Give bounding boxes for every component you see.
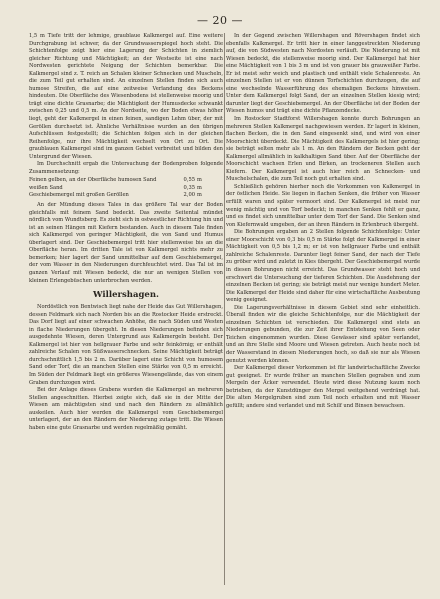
layer-value: 0,55	[183, 177, 195, 184]
paragraph: Die Bohrungen ergaben an 2 Stellen folgende Schichtenfolge: Unter einer Moorschicht von 0,3 bis 0,5 m Stärke folgt der Kalkmergel in einer Mächtigkeit von 0,5 bis 1,2 m; er ist von hellgrauer Farbe und enthält zahlreiche Schalenreste. Darunter liegt feiner Sand, der nach der Tiefe zu gröber wird und zuletzt in Kies übergeht. Der Geschiebemergel wurde in diesen Bohrungen nicht erreicht. Das Grundwasser steht hoch und erschwert die Untersuchung der tieferen Schichten. Die Ausdehnung der einzelnen Becken ist gering; sie beträgt meist nur wenige hundert Meter. Die Kalkmergel der Heide sind daher für eine wirtschaftliche Ausbeutung wenig geeignet.	[226, 229, 420, 304]
paragraph: 1,5 m Tiefe tritt der lehmige, graublaue Kalkmergel auf. Eine weitere Durchgrabung ist schwer, da der Grundwasserspiegel hoch steht. Die Schichtenfolge zeigt hier eine Lagerung der Schichten in ziemlich gleicher Richtung und Mächtigkeit; an der Westseite ist eine nach Nordwesten gerichtete Neigung der Schichten bemerkbar. Die Kalkmergel sind z. T. reich an Schalen kleiner Schnecken und Muscheln, die zum Teil gut erhalten sind. An einzelnen Stellen finden sich auch humose Streifen, die auf eine zeitweise Verlandung des Beckens hindeuten. Die Oberfläche des Wiesenbodens ist stellenweise moorig und trägt eine dichte Grasnarbe; die Mächtigkeit der Humusdecke schwankt zwischen 0,25 und 0,5 m. An der Nordseite, wo der Boden etwas höher liegt, geht der Kalkmergel in einen feinen, sandigen Lehm über, der mit Geröllen durchsetzt ist. Ähnliche Verhältnisse wurden an den übrigen Aufschlüssen festgestellt; die Schichten folgen sich in der gleichen Reihenfolge, nur ihre Mächtigkeit wechselt von Ort zu Ort. Die graublauen Kalkmergel sind im ganzen Gebiet verbreitet und bilden den Untergrund der Wiesen.	[29, 33, 223, 160]
paragraph: Im Durchschnitt ergab die Untersuchung der Bodenproben folgende Zusammensetzung:	[29, 161, 223, 175]
layer-label: Geschiebemergel mit großen Geröllen	[29, 192, 129, 199]
layer-label: Feinen gelben, an der Oberfläche humosen Sand	[29, 177, 157, 184]
paragraph: An der Mündung dieses Tales in das größere Tal war der Boden gleichfalls mit feinem Sand bedeckt. Das zweite Seitental mündet nördlich vom Wundtsberg. Es zieht sich in ostwestlicher Richtung hin und ist an seinen Hängen mit Kiefern bestanden. Auch in diesem Tale finden sich Kalkmergel von geringer Mächtigkeit, die von Sand und Humus überlagert sind. Der Geschiebemergel tritt hier stellenweise bis an die Oberfläche heran. Im dritten Tale ist von Kalkmergel nichts mehr zu bemerken; hier lagert der Sand unmittelbar auf dem Geschiebemergel, der vom Wasser in den Niederungen durchfeuchtet wird. Das Tal ist im ganzen Verlauf mit Wiesen bedeckt, die nur an wenigen Stellen von kleinen Erlengebüschen unterbrochen werden.	[29, 202, 223, 284]
paragraph: Im Rostocker Stadtforst Willershagen konnte durch Bohrungen an mehreren Stellen Kalkmergel nachgewiesen werden. Er lagert in kleinen, flachen Becken, die in den Sand eingesenkt sind, und wird von einer Moorschicht überdeckt. Die Mächtigkeit des Kalkmergels ist hier gering; sie beträgt selten mehr als 1 m. An den Rändern der Becken geht der Kalkmergel allmählich in kalkhaltigen Sand über. Auf der Oberfläche der Moorschicht wachsen Erlen und Birken, an trockeneren Stellen auch Kiefern. Der Kalkmergel ist auch hier reich an Schnecken- und Muschelschalen, die zum Teil noch gut erhalten sind.	[226, 116, 420, 183]
layer-unit: m	[197, 177, 202, 184]
paragraph: Nordöstlich von Bentwisch liegt nahe der Heide das Gut Willershagen, dessen Feldmark sich nach Norden bis an die Rostocker Heide erstreckt. Das Dorf liegt auf einer schwachen Anhöhe, die nach Süden und Westen in flache Niederungen übergeht. In diesen Niederungen befinden sich ausgedehnte Wiesen, deren Untergrund aus Kalkmergeln besteht. Der Kalkmergel ist hier von hellgrauer Farbe und sehr feinkörnig; er enthält zahlreiche Schalen von Süßwasserschnecken. Seine Mächtigkeit beträgt durchschnittlich 1,5 bis 2 m. Darüber lagert eine Schicht von humosem Sand oder Torf, die an manchen Stellen eine Stärke von 0,5 m erreicht. Im Süden der Feldmark liegt ein größeres Wiesengelände, das von einem Graben durchzogen wird.	[29, 304, 223, 386]
paragraph: Bei der Anlage dieses Grabens wurden die Kalkmergel an mehreren Stellen angeschnitten. Hierbei zeigte sich, daß sie in der Mitte der Wiesen am mächtigsten sind und nach den Rändern zu allmählich auskeilen. Auch hier werden die Kalkmergel vom Geschiebemergel unterlagert, der an den Rändern der Niederung zutage tritt. Die Wiesen haben eine gute Grasnarbe und werden regelmäßig gemäht.	[29, 387, 223, 431]
layer-unit: m	[197, 192, 202, 199]
paragraph: In der Gegend zwischen Willershagen und Rövershagen findet sich ebenfalls Kalkmergel. Er tritt hier in einer langgestreckten Niederung auf, die von Südwesten nach Nordosten verläuft. Die Niederung ist mit Wiesen bedeckt, die stellenweise moorig sind. Der Kalkmergel hat hier eine Mächtigkeit von 1 bis 3 m und ist von grauer bis grauweißer Farbe. Er ist meist sehr weich und plastisch und enthält viele Schalenreste. An einzelnen Stellen ist er von dünnen Torfschichten durchzogen, die auf eine wechselnde Wasserführung des ehemaligen Beckens hinweisen. Unter dem Kalkmergel folgt Sand, der an einzelnen Stellen kiesig wird; darunter liegt der Geschiebemergel. An der Oberfläche ist der Boden der Wiesen humos und trägt eine dichte Pflanzendecke.	[226, 33, 420, 115]
left-column	[29, 33, 223, 432]
column-divider	[224, 33, 225, 585]
section-heading: Willershagen.	[93, 290, 159, 301]
layer-value: 2,00	[183, 192, 195, 199]
soil-layer-table	[29, 177, 207, 200]
page-number: — 20 —	[197, 14, 243, 27]
right-column	[226, 33, 420, 410]
layer-value: 0,35	[183, 184, 195, 191]
table-row	[29, 185, 207, 193]
paragraph: Der Kalkmergel dieser Vorkommen ist für landwirtschaftliche Zwecke gut geeignet. Er wurde früher an manchen Stellen gegraben und zum Mergeln der Äcker verwendet. Heute wird diese Nutzung kaum noch betrieben, da der Kunstdünger den Mergel weitgehend verdrängt hat. Die alten Mergelgruben sind zum Teil noch erhalten und mit Wasser gefüllt; andere sind verlandet und mit Schilf und Binsen bewachsen.	[226, 365, 420, 409]
table-row	[29, 177, 207, 185]
paragraph: Schließlich gehören hierher noch die Vorkommen von Kalkmergel in der östlichen Heide. Sie liegen in flachen Senken, die früher von Wasser erfüllt waren und später vermoort sind. Der Kalkmergel ist meist nur wenig mächtig und von Torf bedeckt; in manchen Senken fehlt er ganz, und es findet sich unmittelbar unter dem Torf der Sand. Die Senken sind von Kiefernwald umgeben, der an ihren Rändern in Erlenbruch übergeht.	[226, 183, 420, 228]
layer-label: weißen Sand	[29, 184, 63, 191]
layer-unit: m	[197, 184, 202, 191]
table-row	[29, 192, 207, 200]
paragraph: Die Lagerungsverhältnisse in diesem Gebiet sind sehr einheitlich. Überall finden wir die gleiche Schichtenfolge, nur die Mächtigkeit der einzelnen Schichten ist verschieden. Die Kalkmergel sind stets an Niederungen gebunden, die zur Zeit ihrer Entstehung von Seen oder Teichen eingenommen wurden. Diese Gewässer sind später verlandet, und an ihre Stelle sind Moore und Wiesen getreten. Auch heute noch ist der Wasserstand in diesen Niederungen hoch, so daß sie nur als Wiesen genutzt werden können.	[226, 304, 420, 364]
